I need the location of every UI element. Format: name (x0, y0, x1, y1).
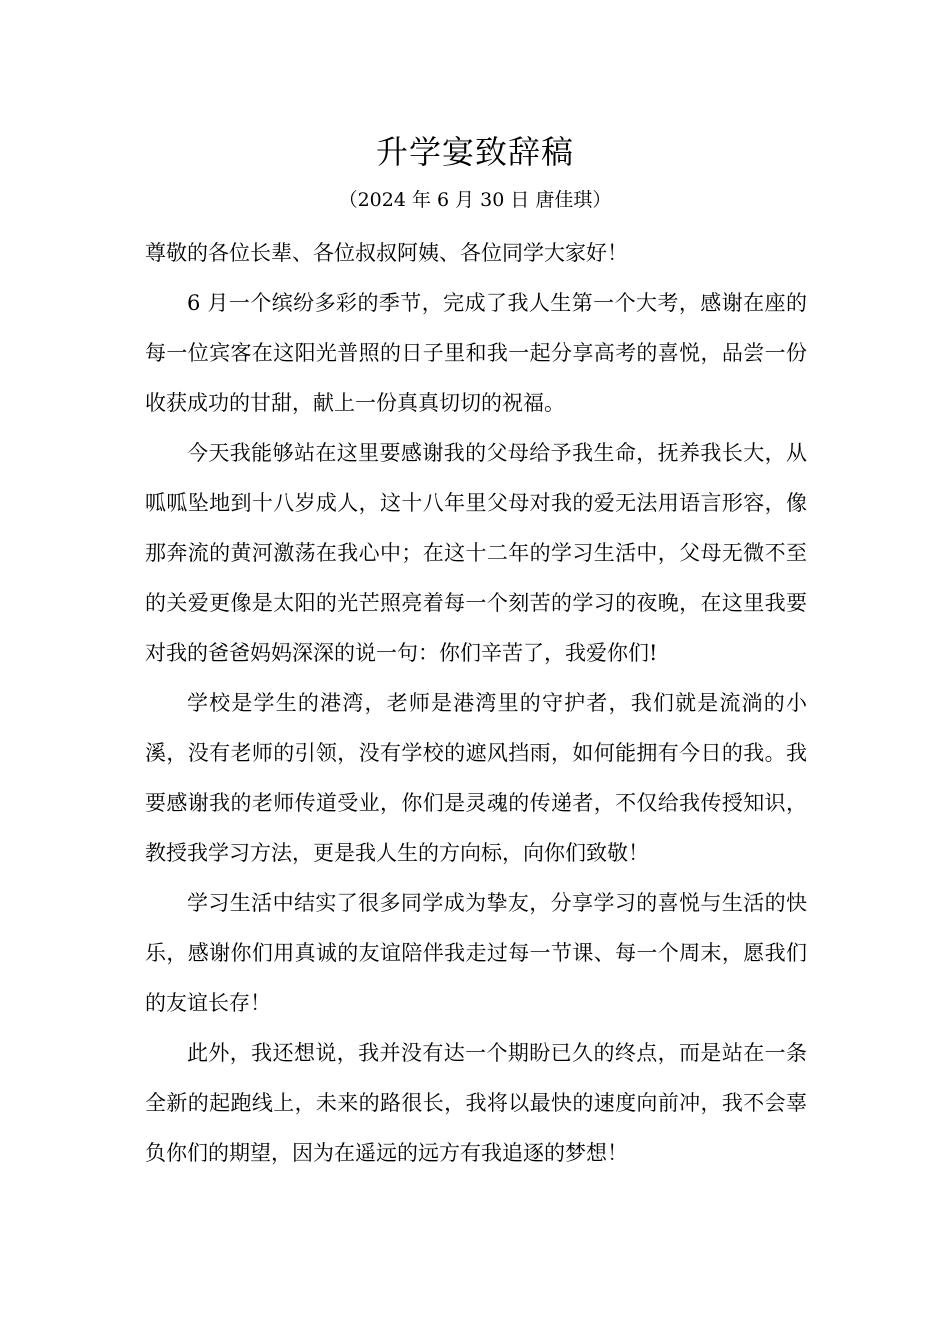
body-paragraph: 学习生活中结实了很多同学成为挚友，分享学习的喜悦与生活的快乐，感谢你们用真诚的友谊陪伴我走过每一节课、每一个周末，愿我们的友谊长存！ (145, 891, 807, 1015)
document-title: 升学宴致辞稿 (375, 133, 574, 171)
document-body (145, 228, 807, 1178)
document-subtitle: （2024 年 6 月 30 日 唐佳琪） (338, 189, 612, 211)
body-paragraph: 学校是学生的港湾，老师是港湾里的守护者，我们就是流淌的小溪，没有老师的引领，没有学校的遮风挡雨，如何能拥有今日的我。我要感谢我的老师传道受业，你们是灵魂的传递者，不仅给我传授知识，教授我学习方法，更是我人生的方向标，向你们致敬！ (145, 691, 807, 865)
body-paragraph: 6 月一个缤纷多彩的季节，完成了我人生第一个大考，感谢在座的每一位宾客在这阳光普照的日子里和我一起分享高考的喜悦，品尝一份收获成功的甘甜，献上一份真真切切的祝福。 (145, 291, 807, 415)
body-paragraph: 此外，我还想说，我并没有达一个期盼已久的终点，而是站在一条全新的起跑线上，未来的路很长，我将以最快的速度向前冲，我不会辜负你们的期望，因为在遥远的远方有我追逐的梦想！ (145, 1041, 807, 1165)
body-paragraph: 今天我能够站在这里要感谢我的父母给予我生命，抚养我长大，从呱呱坠地到十八岁成人，这十八年里父母对我的爱无法用语言形容，像那奔流的黄河激荡在我心中；在这十二年的学习生活中，父母无微不至的关爱更像是太阳的光芒照亮着每一个刻苦的学习的夜晚，在这里我要对我的爸爸妈妈深深的说一句：你们辛苦了，我爱你们! (145, 441, 807, 665)
greeting-paragraph: 尊敬的各位长辈、各位叔叔阿姨、各位同学大家好！ (145, 241, 628, 265)
